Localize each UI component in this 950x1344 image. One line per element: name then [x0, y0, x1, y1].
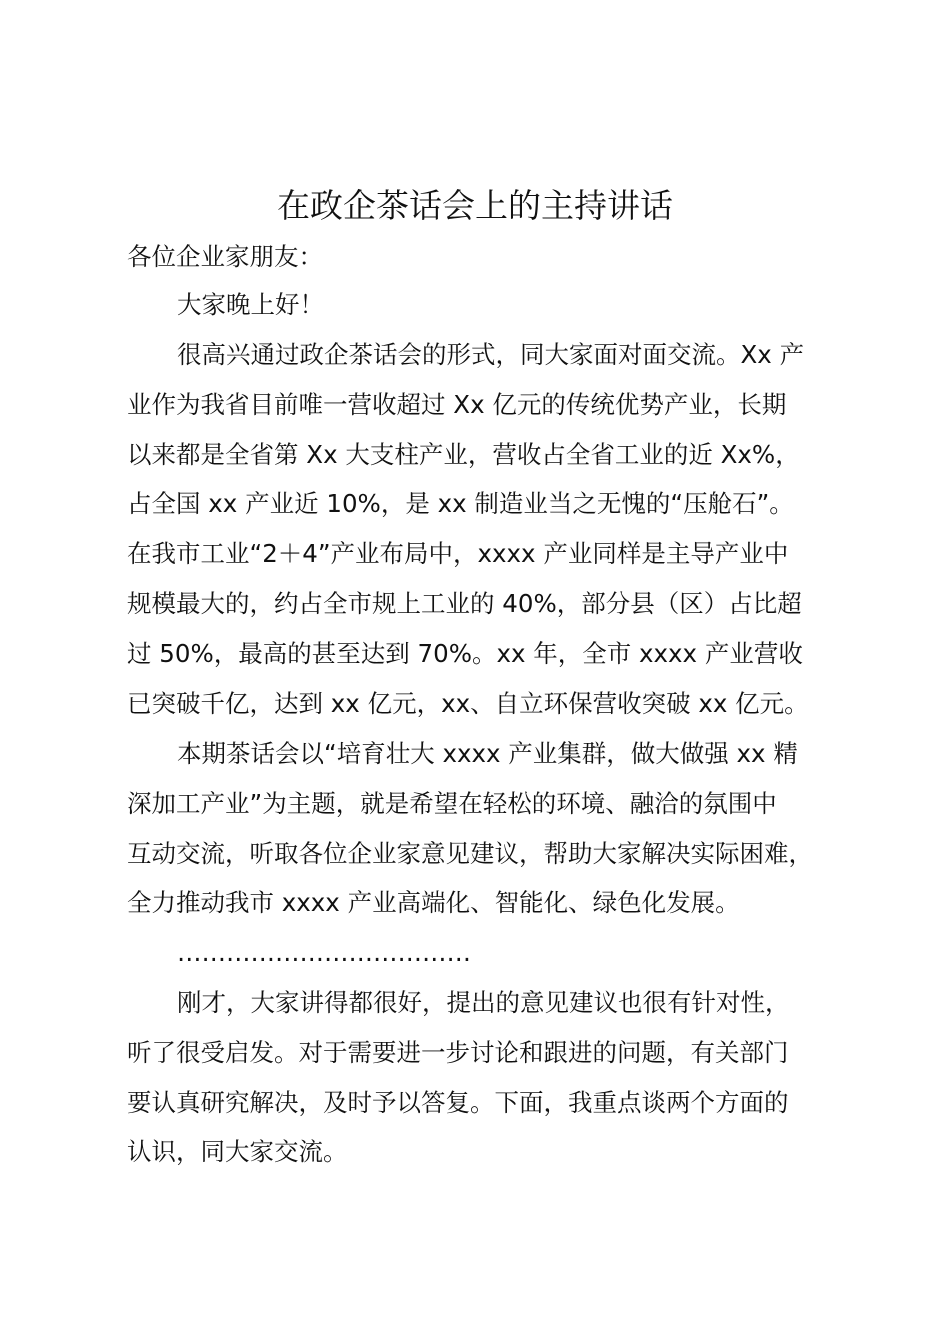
paragraph-line: 已突破千亿，达到 xx 亿元，xx、自立环保营收突破 xx 亿元。	[127, 688, 809, 718]
document-title: 在政企茶话会上的主持讲话	[277, 186, 673, 225]
salutation: 各位企业家朋友：	[127, 242, 323, 271]
paragraph-line: 过 50%，最高的甚至达到 70%。xx 年，全市 xxxx 产业营收	[127, 638, 803, 668]
greeting	[127, 280, 847, 330]
ellipsis-line: ………………………………	[177, 938, 471, 967]
paragraph-1	[127, 330, 847, 728]
paragraph-line: 很高兴通过政企茶话会的形式，同大家面对面交流。Xx 产	[177, 340, 805, 369]
paragraph-line: 认识，同大家交流。	[127, 1137, 348, 1167]
ellipsis-separator	[127, 928, 847, 978]
paragraph-2	[127, 729, 847, 928]
paragraph-line: 互动交流，听取各位企业家意见建议，帮助大家解决实际困难，	[127, 838, 813, 868]
paragraph-line: 在我市工业“2＋4”产业布局中，xxxx 产业同样是主导产业中	[127, 539, 789, 569]
paragraph-line: 深加工产业”为主题，就是希望在轻松的环境、融洽的氛围中	[127, 788, 777, 818]
paragraph-line: 刚才，大家讲得都很好，提出的意见建议也很有针对性，	[177, 988, 790, 1017]
paragraph-3	[127, 978, 847, 1177]
paragraph-line: 业作为我省目前唯一营收超过 Xx 亿元的传统优势产业，长期	[127, 389, 787, 419]
greeting-line: 大家晚上好！	[177, 290, 324, 319]
paragraph-line: 规模最大的，约占全市规上工业的 40%，部分县（区）占比超	[127, 588, 802, 618]
paragraph-line: 全力推动我市 xxxx 产业高端化、智能化、绿色化发展。	[127, 888, 740, 918]
paragraph-line: 要认真研究解决，及时予以答复。下面，我重点谈两个方面的	[127, 1087, 789, 1117]
paragraph-line: 占全国 xx 产业近 10%，是 xx 制造业当之无愧的“压舱石”。	[127, 489, 794, 519]
paragraph-line: 听了很受启发。对于需要进一步讨论和跟进的问题，有关部门	[127, 1037, 789, 1067]
paragraph-line: 以来都是全省第 Xx 大支柱产业，营收占全省工业的近 Xx%，	[127, 439, 800, 469]
paragraph-line: 本期茶话会以“培育壮大 xxxx 产业集群，做大做强 xx 精	[177, 739, 798, 768]
